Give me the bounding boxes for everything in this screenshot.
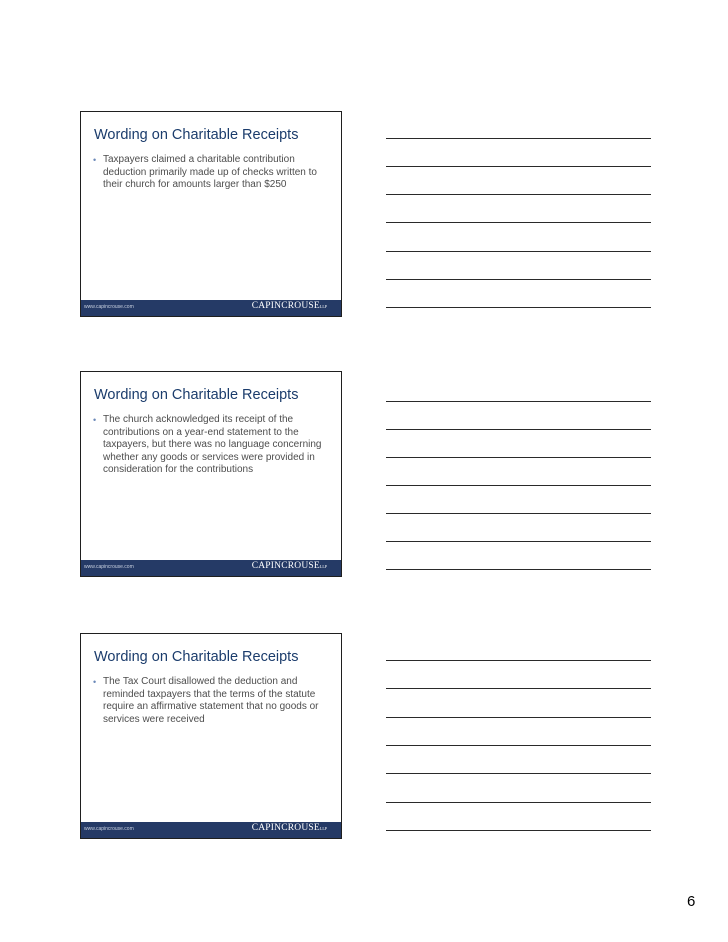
note-line — [386, 194, 651, 195]
note-line — [386, 688, 651, 689]
note-line — [386, 222, 651, 223]
note-line — [386, 745, 651, 746]
slide-footer — [81, 560, 341, 576]
slide-bullet — [93, 676, 325, 726]
slide-1 — [80, 111, 342, 317]
note-line — [386, 660, 651, 661]
capincrouse-logo: CAPINCROUSELLP — [251, 561, 327, 571]
note-line — [386, 457, 651, 458]
footer-url: www.capincrouse.com — [84, 826, 134, 832]
note-line — [386, 830, 651, 831]
bullet-icon: • — [93, 155, 97, 165]
note-line — [386, 802, 651, 803]
note-line — [386, 541, 651, 542]
capincrouse-logo: CAPINCROUSELLP — [251, 823, 327, 833]
slide-bullet — [93, 154, 325, 192]
note-line — [386, 773, 651, 774]
slide-footer — [81, 300, 341, 316]
slide-title: Wording on Charitable Receipts — [94, 387, 299, 403]
note-line — [386, 251, 651, 252]
note-line — [386, 513, 651, 514]
footer-url: www.capincrouse.com — [84, 304, 134, 310]
note-line — [386, 485, 651, 486]
note-line — [386, 307, 651, 308]
page-number: 6 — [687, 893, 696, 910]
bullet-text: The church acknowledged its receipt of the contributions on a year-end statement to the taxpayers, but there was no language concerning whether any goods or services were provided in consideration for the contributions — [103, 414, 322, 475]
bullet-icon: • — [93, 677, 97, 687]
slide-title: Wording on Charitable Receipts — [94, 649, 299, 665]
note-line — [386, 717, 651, 718]
note-line — [386, 401, 651, 402]
footer-url: www.capincrouse.com — [84, 564, 134, 570]
note-line — [386, 166, 651, 167]
note-line — [386, 429, 651, 430]
note-line — [386, 569, 651, 570]
bullet-text: The Tax Court disallowed the deduction and reminded taxpayers that the terms of the statute require an affirmative statement that no goods or services were received — [103, 676, 319, 725]
slide-bullet — [93, 414, 325, 477]
bullet-text: Taxpayers claimed a charitable contribution deduction primarily made up of checks written to their church for amounts larger than $250 — [103, 154, 317, 190]
note-line — [386, 138, 651, 139]
slide-title: Wording on Charitable Receipts — [94, 127, 299, 143]
note-line — [386, 279, 651, 280]
capincrouse-logo: CAPINCROUSELLP — [251, 301, 327, 311]
slide-2 — [80, 371, 342, 577]
bullet-icon: • — [93, 415, 97, 425]
slide-footer — [81, 822, 341, 838]
slide-3 — [80, 633, 342, 839]
